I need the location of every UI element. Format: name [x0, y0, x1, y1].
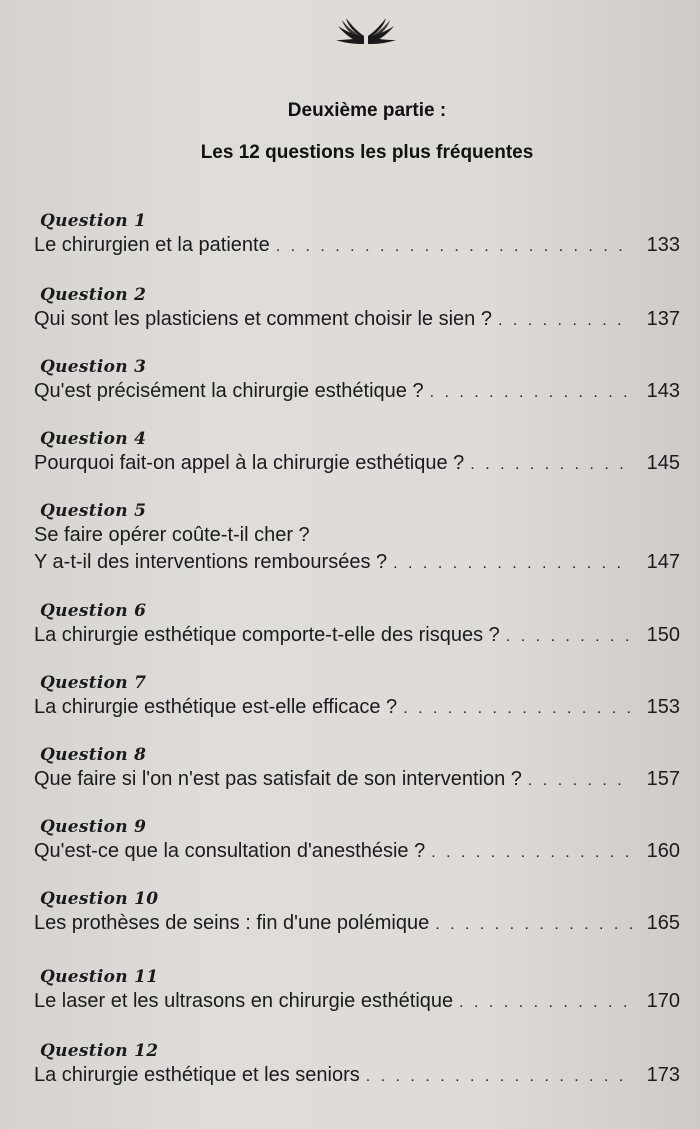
toc-entry — [34, 672, 680, 722]
dot-leader — [470, 451, 632, 478]
dot-leader — [430, 379, 632, 406]
page-number: 145 — [646, 452, 680, 474]
question-title: Le laser et les ultrasons en chirurgie esthétique — [34, 990, 454, 1012]
fleuron-ornament-icon — [324, 14, 408, 50]
question-label: Question 12 — [40, 1041, 159, 1061]
page-number: 143 — [646, 380, 680, 402]
question-title: Se faire opérer coûte-t-il cher ? — [34, 524, 310, 546]
toc-line — [34, 378, 680, 406]
dot-leader — [506, 623, 632, 650]
question-label: Question 6 — [40, 601, 147, 621]
question-label: Question 11 — [40, 967, 159, 987]
toc-entry — [34, 210, 680, 260]
toc-line — [34, 522, 680, 549]
question-title: Pourquoi fait-on appel à la chirurgie esthétique ? — [34, 452, 465, 474]
question-title: Les prothèses de seins : fin d'une polémique — [34, 912, 430, 934]
question-label: Question 9 — [40, 817, 147, 837]
part-subtitle: Les 12 questions les plus fréquentes — [200, 142, 534, 163]
dot-leader — [403, 695, 632, 722]
toc-line — [34, 232, 680, 260]
question-title: La chirurgie esthétique comporte-t-elle des risques ? — [34, 624, 500, 646]
toc-line — [34, 549, 680, 577]
page-number: 153 — [646, 696, 680, 718]
dot-leader — [366, 1063, 632, 1090]
toc-entry — [34, 500, 680, 577]
question-title: La chirurgie esthétique et les seniors — [34, 1064, 360, 1086]
part-title: Deuxième partie : — [287, 100, 447, 121]
dot-leader — [459, 989, 632, 1016]
toc-line — [34, 838, 680, 866]
toc-entry — [34, 816, 680, 866]
toc-entry — [34, 356, 680, 406]
page-number: 170 — [646, 990, 680, 1012]
page-number: 173 — [646, 1064, 680, 1086]
question-label: Question 8 — [40, 745, 147, 765]
toc-line — [34, 988, 680, 1016]
toc-line — [34, 766, 680, 794]
question-title: Qui sont les plasticiens et comment choisir le sien ? — [34, 308, 492, 330]
toc-line — [34, 694, 680, 722]
dot-leader — [431, 839, 632, 866]
question-title: Qu'est précisément la chirurgie esthétique ? — [34, 380, 424, 402]
question-label: Question 1 — [40, 211, 147, 231]
toc-entry — [34, 888, 680, 938]
page-number: 157 — [646, 768, 680, 790]
toc-entry — [34, 744, 680, 794]
question-title: Le chirurgien et la patiente — [34, 234, 270, 256]
question-label: Question 4 — [40, 429, 147, 449]
toc-entry — [34, 966, 680, 1016]
dot-leader — [435, 911, 632, 938]
dot-leader — [528, 767, 632, 794]
toc-line — [34, 450, 680, 478]
page-number: 133 — [646, 234, 680, 256]
dot-leader — [498, 307, 632, 334]
toc-entry — [34, 284, 680, 334]
page-number: 137 — [646, 308, 680, 330]
question-title: Que faire si l'on n'est pas satisfait de son intervention ? — [34, 768, 522, 790]
question-title: Y a-t-il des interventions remboursées ? — [34, 551, 388, 573]
question-title: La chirurgie esthétique est-elle efficace ? — [34, 696, 398, 718]
toc-entry — [34, 1040, 680, 1090]
toc-line — [34, 910, 680, 938]
question-label: Question 5 — [40, 501, 147, 521]
question-title: Qu'est-ce que la consultation d'anesthésie ? — [34, 840, 426, 862]
question-label: Question 10 — [40, 889, 159, 909]
toc-line — [34, 1062, 680, 1090]
page-number: 150 — [646, 624, 680, 646]
dot-leader — [276, 233, 632, 260]
toc-entry — [34, 428, 680, 478]
dot-leader — [393, 550, 632, 577]
toc-line — [34, 306, 680, 334]
question-label: Question 2 — [40, 285, 147, 305]
toc-entry — [34, 600, 680, 650]
page-number: 165 — [646, 912, 680, 934]
toc-line — [34, 622, 680, 650]
page-number: 160 — [646, 840, 680, 862]
page-number: 147 — [646, 551, 680, 573]
question-label: Question 3 — [40, 357, 147, 377]
question-label: Question 7 — [40, 673, 147, 693]
